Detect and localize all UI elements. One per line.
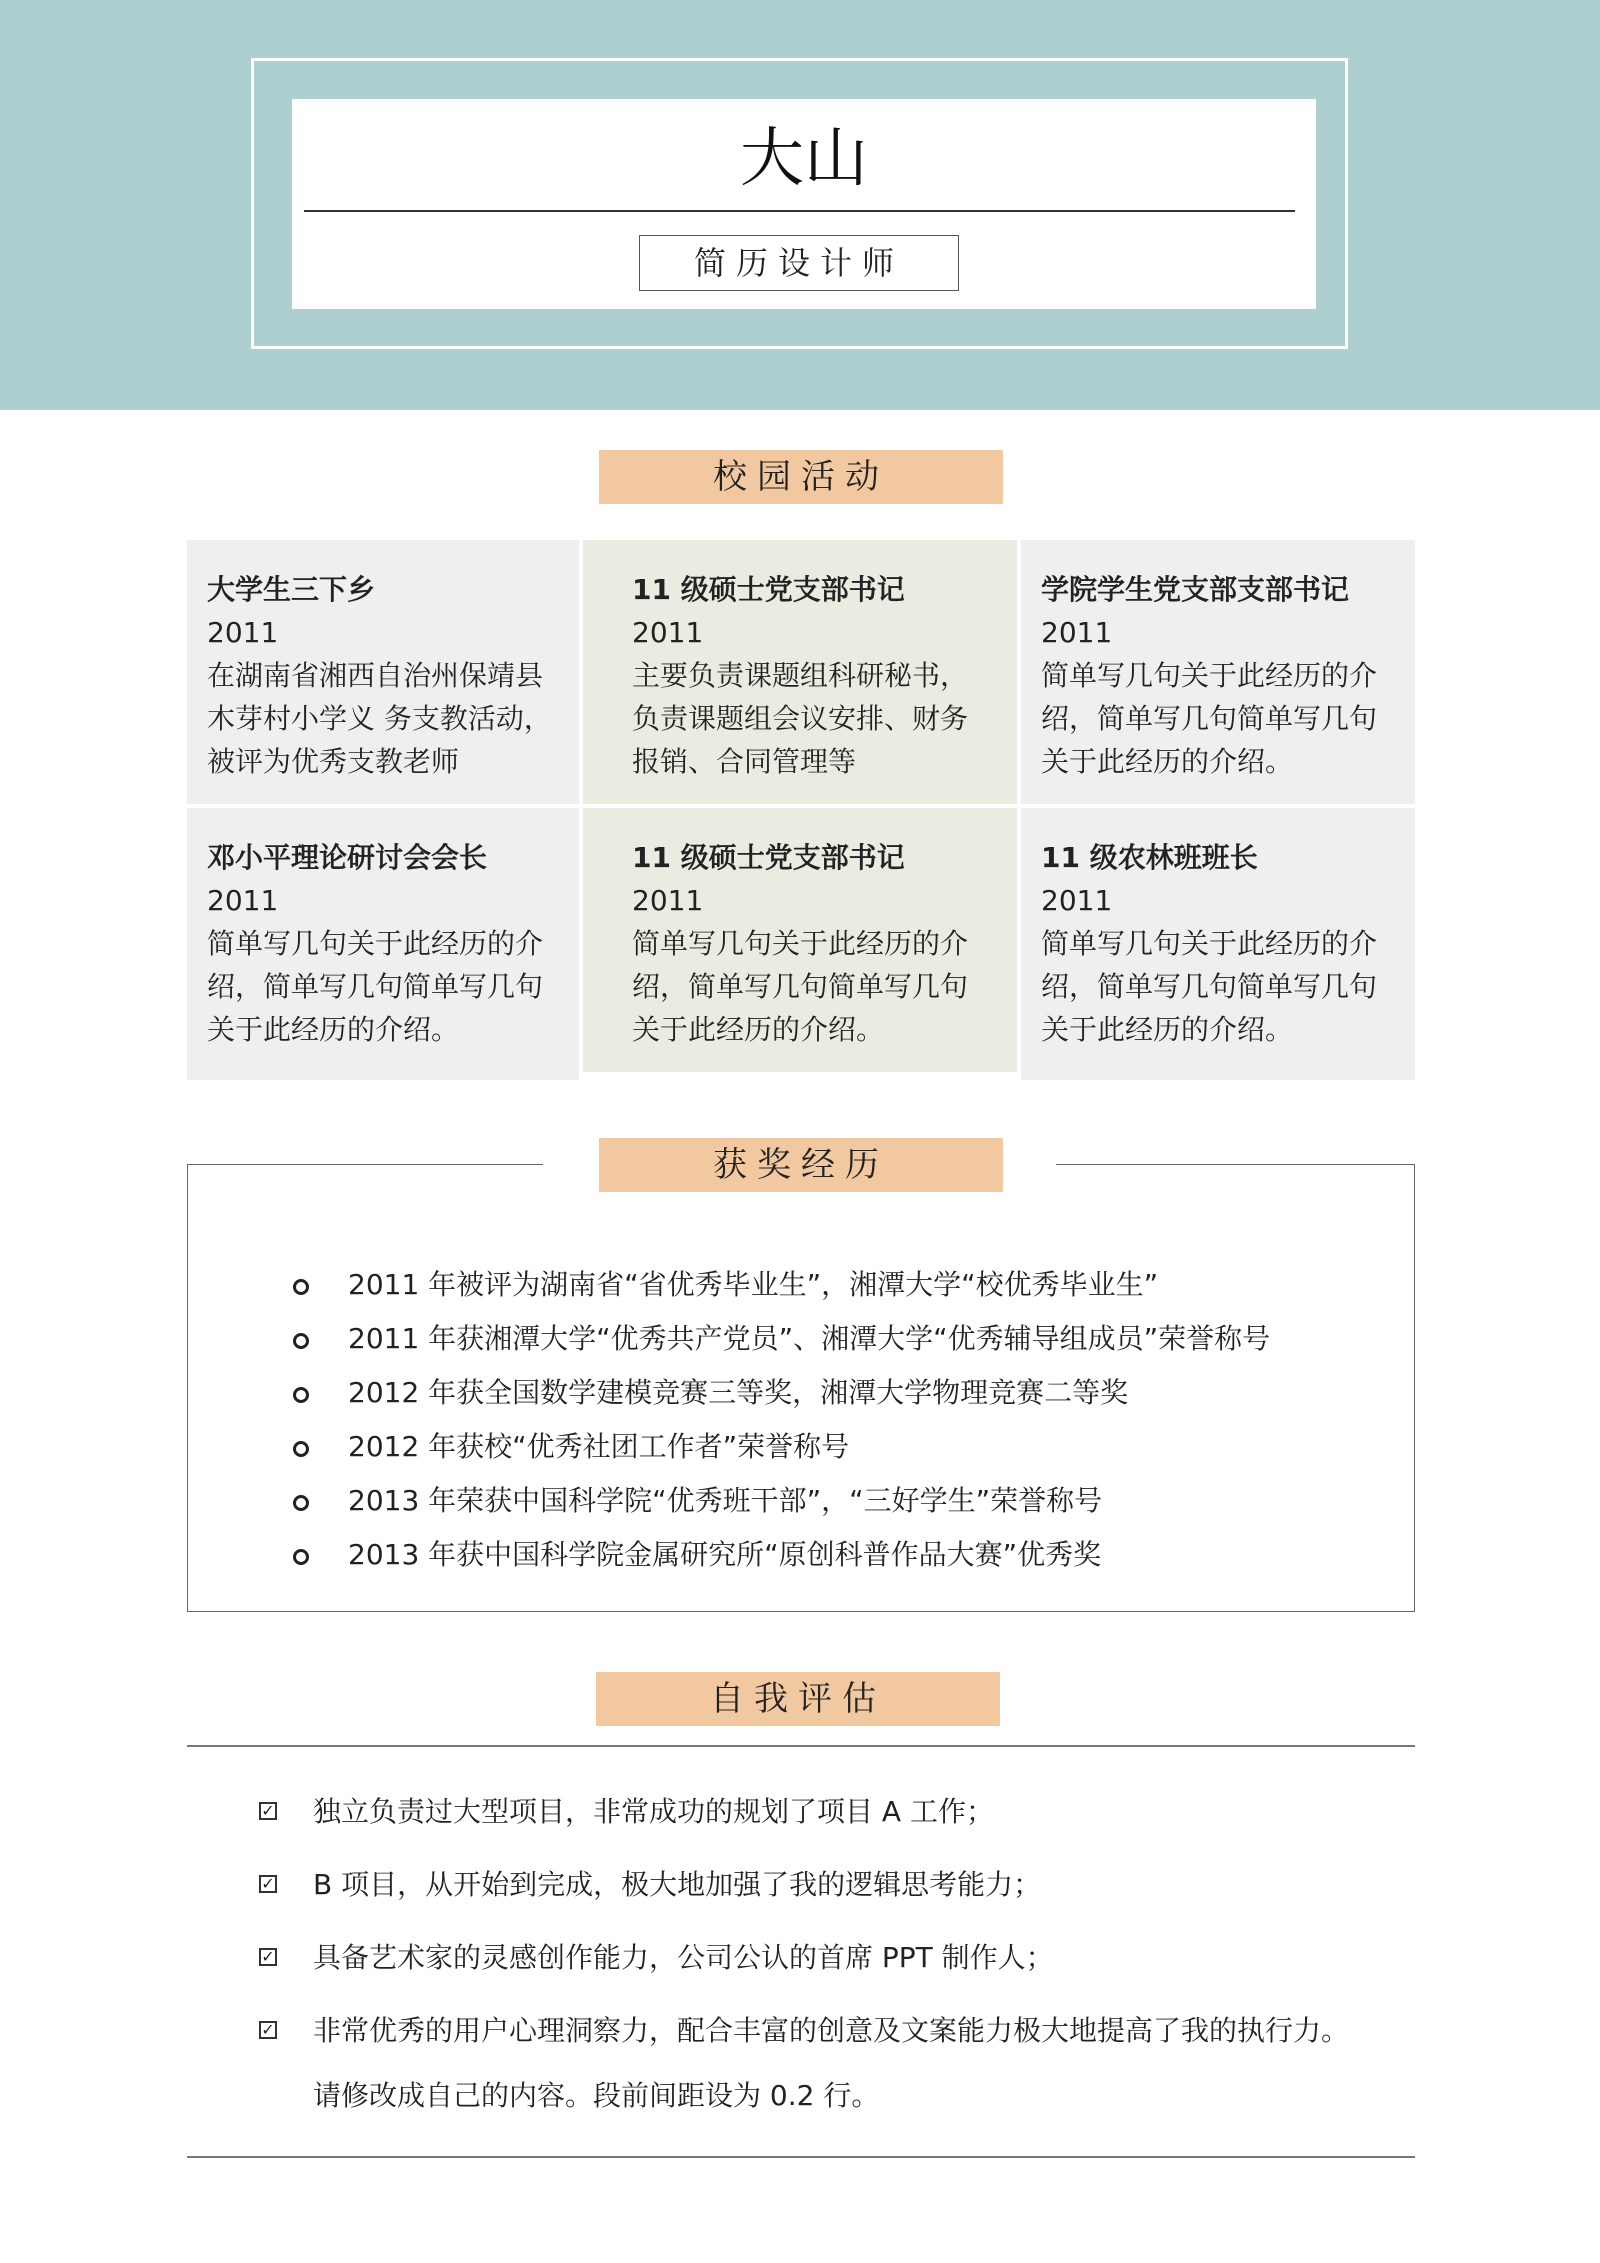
activity-desc-line: 关于此经历的介绍。 — [632, 1013, 885, 1046]
ring-bullet-icon — [293, 1495, 309, 1511]
checkbox-icon: ✓ — [259, 2021, 277, 2039]
activity-desc-line: 负责课题组会议安排、财务 — [632, 702, 969, 735]
name-divider — [304, 210, 1295, 212]
award-item: 2011 年获湘潭大学“优秀共产党员”、湘潭大学“优秀辅导组成员”荣誉称号 — [348, 1322, 1271, 1355]
checkbox-icon: ✓ — [259, 1802, 277, 1820]
job-title: 简历设计师 — [639, 235, 959, 291]
activity-title: 11 级硕士党支部书记 — [632, 841, 905, 874]
activity-year: 2011 — [632, 616, 704, 649]
activity-desc-line: 绍，简单写几句简单写几句 — [1041, 970, 1378, 1003]
activity-desc-line: 被评为优秀支教老师 — [207, 745, 460, 778]
activity-desc-line: 简单写几句关于此经历的介 — [632, 927, 969, 960]
evaluation-top-rule — [187, 1745, 1415, 1747]
activity-year: 2011 — [632, 884, 704, 917]
activity-cell — [1021, 808, 1415, 1080]
activity-cell — [187, 808, 579, 1080]
activity-desc-line: 绍，简单写几句简单写几句 — [632, 970, 969, 1003]
activity-cell — [187, 540, 579, 804]
section-title-evaluation: 自我评估 — [596, 1672, 1000, 1726]
activity-desc-line: 绍，简单写几句简单写几句 — [1041, 702, 1378, 735]
activity-desc-line: 主要负责课题组科研秘书， — [632, 659, 969, 692]
activity-desc-line: 木芽村小学义 务支教活动， — [207, 702, 552, 735]
evaluation-item: 具备艺术家的灵感创作能力，公司公认的首席 PPT 制作人； — [313, 1941, 1054, 1974]
activity-year: 2011 — [207, 616, 279, 649]
activity-year: 2011 — [207, 884, 279, 917]
checkbox-icon: ✓ — [259, 1948, 277, 1966]
activity-title: 11 级硕士党支部书记 — [632, 573, 905, 606]
activity-title: 11 级农林班班长 — [1041, 841, 1258, 874]
activity-desc-line: 关于此经历的介绍。 — [207, 1013, 460, 1046]
activity-desc-line: 在湖南省湘西自治州保靖县 — [207, 659, 544, 692]
evaluation-item: 非常优秀的用户心理洞察力，配合丰富的创意及文案能力极大地提高了我的执行力。 — [313, 2014, 1350, 2047]
ring-bullet-icon — [293, 1279, 309, 1295]
ring-bullet-icon — [293, 1333, 309, 1349]
evaluation-bottom-rule — [187, 2156, 1415, 2158]
activity-year: 2011 — [1041, 884, 1113, 917]
activity-title: 大学生三下乡 — [207, 573, 376, 606]
award-item: 2012 年获校“优秀社团工作者”荣誉称号 — [348, 1430, 850, 1463]
header-card — [292, 99, 1316, 309]
activity-desc-line: 关于此经历的介绍。 — [1041, 745, 1294, 778]
activity-desc-line: 绍，简单写几句简单写几句 — [207, 970, 544, 1003]
activity-title: 邓小平理论研讨会会长 — [207, 841, 488, 874]
award-item: 2013 年荣获中国科学院“优秀班干部”，“三好学生”荣誉称号 — [348, 1484, 1103, 1517]
activity-cell — [583, 540, 1017, 804]
section-title-awards: 获奖经历 — [599, 1138, 1003, 1192]
activity-desc-line: 简单写几句关于此经历的介 — [1041, 659, 1378, 692]
ring-bullet-icon — [293, 1441, 309, 1457]
activity-desc-line: 报销、合同管理等 — [632, 745, 857, 778]
activity-desc-line: 关于此经历的介绍。 — [1041, 1013, 1294, 1046]
activity-title: 学院学生党支部支部书记 — [1041, 573, 1350, 606]
activity-cell — [1021, 540, 1415, 804]
ring-bullet-icon — [293, 1387, 309, 1403]
evaluation-note: 请修改成自己的内容。段前间距设为 0.2 行。 — [313, 2079, 880, 2112]
activity-year: 2011 — [1041, 616, 1113, 649]
person-name: 大山 — [740, 122, 868, 196]
activity-cell — [583, 808, 1017, 1072]
award-item: 2013 年获中国科学院金属研究所“原创科普作品大赛”优秀奖 — [348, 1538, 1102, 1571]
section-title-campus: 校园活动 — [599, 450, 1003, 504]
activity-desc-line: 简单写几句关于此经历的介 — [1041, 927, 1378, 960]
evaluation-item: 独立负责过大型项目，非常成功的规划了项目 A 工作； — [313, 1795, 994, 1828]
activity-desc-line: 简单写几句关于此经历的介 — [207, 927, 544, 960]
checkbox-icon: ✓ — [259, 1875, 277, 1893]
award-item: 2012 年获全国数学建模竞赛三等奖，湘潭大学物理竞赛二等奖 — [348, 1376, 1129, 1409]
evaluation-item: B 项目，从开始到完成，极大地加强了我的逻辑思考能力； — [313, 1868, 1042, 1901]
ring-bullet-icon — [293, 1549, 309, 1565]
award-item: 2011 年被评为湖南省“省优秀毕业生”，湘潭大学“校优秀毕业生” — [348, 1268, 1159, 1301]
